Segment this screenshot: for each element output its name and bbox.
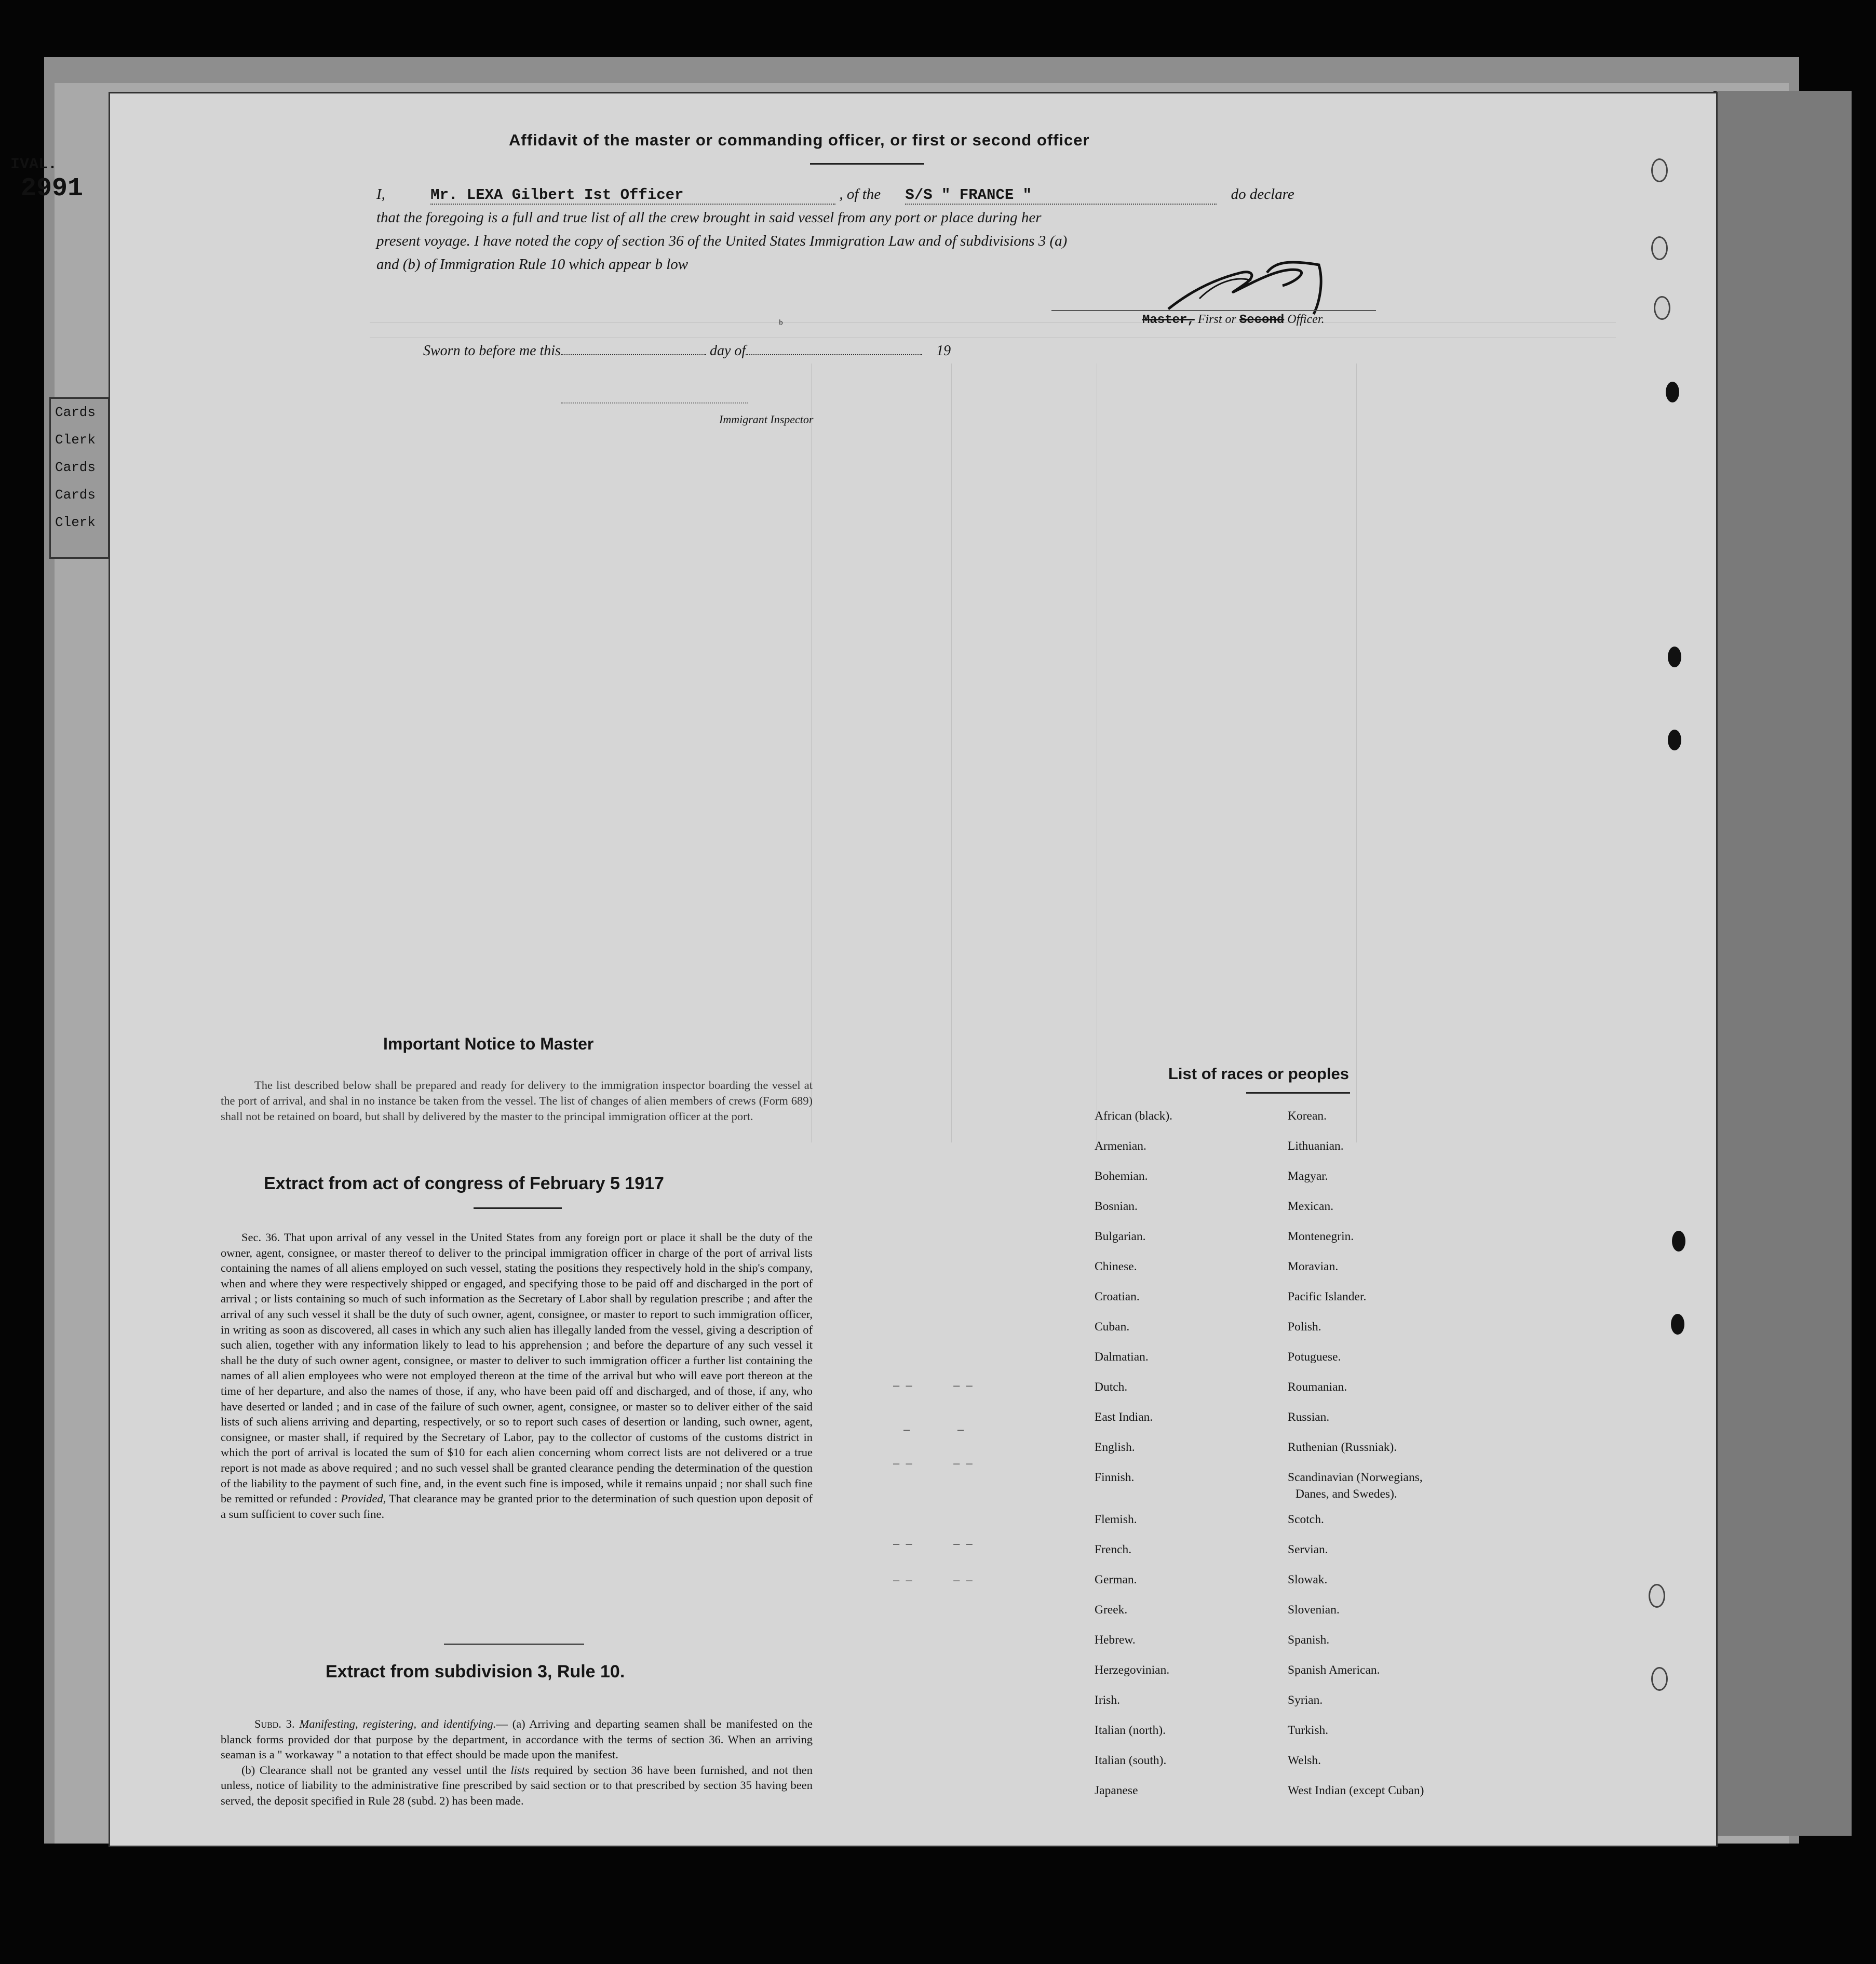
extract-rule-title: Extract from subdivision 3, Rule 10. (326, 1662, 625, 1681)
arrival-stamp-number: 2991 (21, 174, 84, 204)
stray-dash: – – – – (893, 1573, 973, 1586)
race-item: Spanish. (1288, 1633, 1330, 1647)
extract-act-title: Extract from act of congress of February 5 1917 (264, 1174, 664, 1193)
race-item: Servian. (1288, 1543, 1328, 1556)
race-item: Roumanian. (1288, 1380, 1347, 1394)
affidavit-line-3: present voyage. I have noted the copy of section 36 of the United States Immigration Law and of subdivisions 3 (a) (376, 233, 1068, 249)
stray-dash: – – – – (893, 1379, 973, 1392)
faint-rule (811, 364, 812, 1142)
struck-master: Master, (1142, 313, 1195, 327)
struck-second: Second (1239, 313, 1285, 327)
race-item: Turkish. (1288, 1724, 1329, 1737)
race-item: Welsh. (1288, 1754, 1321, 1767)
race-item: Lithuanian. (1288, 1139, 1344, 1153)
inspector-caption: Immigrant Inspector (719, 413, 814, 426)
binder-hole (1672, 1231, 1685, 1252)
faint-rule (1356, 364, 1357, 1142)
affidavit-of-the: , of the (839, 186, 881, 203)
binder-hole (1651, 1667, 1668, 1691)
race-item: Finnish. (1095, 1471, 1135, 1484)
race-item: English. (1095, 1441, 1135, 1454)
subd-para-b-lists: lists (510, 1763, 530, 1777)
stamp-line: Cards (55, 405, 96, 420)
race-item: Bohemian. (1095, 1169, 1148, 1183)
vessel-name: S/S " FRANCE " (905, 186, 1217, 205)
race-item: Pacific Islander. (1288, 1290, 1367, 1303)
binder-hole (1649, 1584, 1665, 1608)
notice-title: Important Notice to Master (383, 1034, 594, 1053)
binder-hole (1654, 296, 1670, 320)
race-item: Croatian. (1095, 1290, 1140, 1303)
subd-para-b-start: (b) Clearance shall not be granted any vessel until the (241, 1763, 506, 1777)
sec-label: Sec. 36. (241, 1231, 280, 1244)
race-item: East Indian. (1095, 1410, 1153, 1424)
race-item: Moravian. (1288, 1260, 1339, 1273)
race-item: African (black). (1095, 1109, 1173, 1123)
race-item: Hebrew. (1095, 1633, 1136, 1647)
subdivision-3-text (221, 1716, 813, 1809)
race-item: Syrian. (1288, 1693, 1323, 1707)
race-item: Herzegovinian. (1095, 1663, 1170, 1677)
signature-caption (1142, 313, 1325, 327)
race-scandinavian-continued: Danes, and Swedes). (1295, 1487, 1397, 1501)
race-item: Bosnian. (1095, 1200, 1138, 1213)
affidavit-line-4: and (b) of Immigration Rule 10 which appear b low (376, 256, 689, 273)
subd-para-a: — (a) Arriving and departing seamen shall be manifested on the blanck forms provided dor that purpose by the department, in accordance with the terms of section 36. When an arriving seaman is a " workaway " a notation to that effect should be made upon the manifest. (221, 1717, 813, 1761)
affidavit-declare: do declare (1231, 186, 1294, 203)
binder-hole (1651, 158, 1668, 182)
stray-dash: – – – – (893, 1457, 973, 1470)
race-item: French. (1095, 1543, 1132, 1556)
sworn-line (423, 343, 951, 359)
race-item: West Indian (except Cuban) (1288, 1784, 1424, 1797)
race-item: Spanish American. (1288, 1663, 1380, 1677)
title-underline (474, 1207, 562, 1209)
stray-dash: – – (903, 1423, 964, 1436)
stamp-line: Cards (55, 460, 96, 475)
binder-hole (1668, 730, 1681, 750)
races-title: List of races or peoples (1168, 1065, 1349, 1083)
section-divider (444, 1644, 584, 1645)
race-item: Korean. (1288, 1109, 1327, 1123)
race-item: German. (1095, 1573, 1137, 1586)
binder-hole (1651, 236, 1668, 260)
binder-hole (1668, 647, 1681, 667)
race-item: Irish. (1095, 1693, 1120, 1707)
blank-field (561, 354, 706, 355)
stray-mark: ᵇ (779, 318, 783, 331)
race-item: Slovenian. (1288, 1603, 1340, 1617)
sworn-prefix: Sworn to before me this (423, 343, 561, 359)
race-item: Polish. (1288, 1320, 1321, 1334)
affidavit-prefix: I, (376, 186, 385, 203)
right-sheet-edge (1713, 91, 1852, 1836)
caption-first-or: First or (1197, 313, 1236, 326)
race-item: Potuguese. (1288, 1350, 1341, 1364)
title-underline (1246, 1092, 1350, 1094)
race-item: Cuban. (1095, 1320, 1130, 1334)
race-item: Flemish. (1095, 1513, 1137, 1526)
race-item: Dalmatian. (1095, 1350, 1149, 1364)
inspector-line (561, 402, 748, 403)
caption-officer: Officer. (1287, 313, 1325, 326)
affidavit-line-2: that the foregoing is a full and true list of all the crew brought in said vessel from any port or place during her (376, 209, 1042, 226)
race-item: Ruthenian (Russniak). (1288, 1441, 1397, 1454)
race-item: Japanese (1095, 1784, 1138, 1797)
race-item: Mexican. (1288, 1200, 1334, 1213)
sec-body-end: That clearance may be granted prior to the determination of such question upon deposit of a sum sufficient to cover such fine. (221, 1492, 813, 1521)
race-item: Dutch. (1095, 1380, 1128, 1394)
race-item: Magyar. (1288, 1169, 1328, 1183)
stray-dash: – – – – (893, 1537, 973, 1550)
race-item: Italian (south). (1095, 1754, 1167, 1767)
cards-clerk-stamp (49, 397, 110, 559)
race-item: Scandinavian (Norwegians, (1288, 1471, 1423, 1484)
binder-hole (1671, 1314, 1684, 1335)
race-item: Montenegrin. (1288, 1230, 1354, 1243)
race-item: Italian (north). (1095, 1724, 1166, 1737)
stamp-line: Clerk (55, 432, 96, 448)
subd-para-b-end: required by section 36 have been furnished, and not then unless, notice of liability to the administrative fine prescribed by said section or to that prescribed by section 35 having been served, the deposit specified in Rule 28 (subd. 2) has been made. (221, 1763, 813, 1807)
race-item: Greek. (1095, 1603, 1128, 1617)
affidavit-line-1 (376, 186, 1294, 205)
sworn-day: day of (709, 343, 746, 359)
stamp-line: Clerk (55, 515, 96, 530)
notice-text: The list described below shall be prepared and ready for delivery to the immigration inspector boarding the vessel at the port of arrival, and shal in no instance be taken from the vessel. The list of changes of alien members of crews (Form 689) shall not be retained on board, but shall by delivered by the master to the principal immigration officer at the port. (221, 1079, 813, 1123)
blank-field (746, 354, 922, 355)
faint-rule (951, 364, 952, 1142)
race-item: Russian. (1288, 1410, 1330, 1424)
race-item: Bulgarian. (1095, 1230, 1146, 1243)
subd-label: Subd. 3. (254, 1717, 295, 1730)
affidavit-title: Affidavit of the master or commanding officer, or first or second officer (509, 131, 1090, 149)
arrival-stamp-label: IVAL. (10, 156, 58, 173)
race-item: Chinese. (1095, 1260, 1137, 1273)
signature-line (1051, 310, 1376, 311)
race-item: Scotch. (1288, 1513, 1324, 1526)
sec-provided: Provided, (341, 1492, 386, 1505)
title-underline (810, 163, 924, 165)
race-item: Slowak. (1288, 1573, 1328, 1586)
stamp-line: Cards (55, 487, 96, 503)
race-item: Armenian. (1095, 1139, 1146, 1153)
binder-hole (1666, 382, 1679, 402)
officer-name: Mr. LEXA Gilbert Ist Officer (430, 186, 835, 205)
sworn-year: 19 (936, 343, 951, 359)
sec-body: That upon arrival of any vessel in the United States from any foreign port or place it shall be the duty of the owner, agent, consignee, or master thereof to deliver to the principal immigration officer in charge of the port of arrival lists containing the names of all aliens employed on such vessel, stating the positions they respectively hold in the ship's company, when and where they were respectively shipped or engaged, and specifying those to be paid off and discharged in the port of arrival ; or lists containing so much of such information as the Secretary of Labor shall by regulation prescribe ; and after the arrival of any such vessel it shall be the duty of such owner, agent, consignee, or master to report to such immigration officer, in writing as soon as discovered, all cases in which any such alien has illegally landed from the vessel, giving a description of such alien, together with any information likely to lead to his apprehension ; and before the departure of any such vessel it shall be the duty of such owner agent, consignee, or master to deliver to such immigration officer a further list containing the names of all alien employees who were not employed thereon at the time of the arrival but who will eave port thereon at the time of her departure, and also the names of those, if any, who have been paid off and discharged, and of those, if any, who have deserted or landed ; and in case of the failure of such owner, agent, consignee, or master so to deliver either of the said lists of such aliens arriving and departing, respectively, or so to report such cases of desertion or landing, such owner, agent, consignee, or master shall, if required by the Secretary of Labor, pay to the collector of customs of the customs district in which the port of arrival is located the sum of $10 for each alien concerning whom correct lists are not delivered or a true report is not made as above required ; and no such vessel shall be granted clearance pending the determination of the question of the liability to the payment of such fine, and, in the event such fine is imposed, while it remains unpaid ; nor shall such fine be remitted or refunded : (221, 1231, 813, 1505)
section-36-text (221, 1230, 813, 1522)
subd-heading: Manifesting, registering, and identifying. (299, 1717, 496, 1730)
